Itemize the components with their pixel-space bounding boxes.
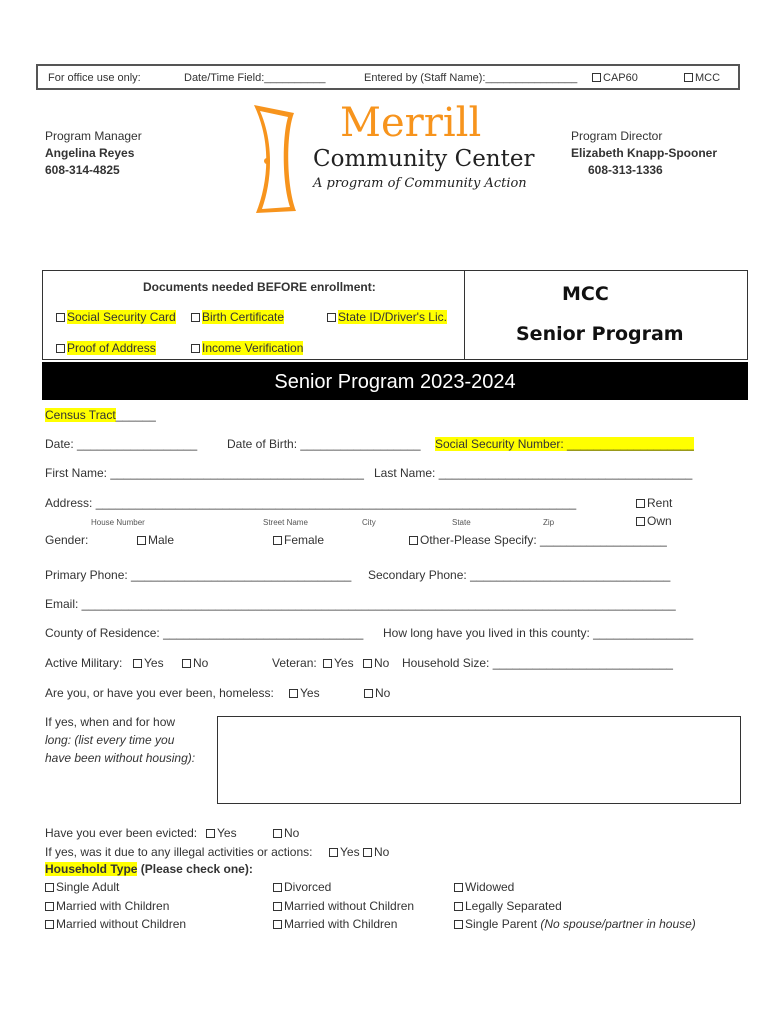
checkbox-icon[interactable] bbox=[45, 883, 54, 892]
checkbox-icon[interactable] bbox=[206, 829, 215, 838]
date-field[interactable]: Date: __________________ bbox=[45, 437, 198, 451]
homeless-question: Are you, or have you ever been, homeless: bbox=[45, 686, 274, 700]
checkbox-icon[interactable] bbox=[191, 313, 200, 322]
veteran-yes[interactable]: Yes bbox=[323, 656, 354, 670]
census-tract-field[interactable]: Census Tract______ bbox=[45, 408, 156, 422]
checkbox-icon[interactable] bbox=[454, 883, 463, 892]
illegal-yes[interactable]: Yes bbox=[329, 845, 360, 859]
checkbox-icon[interactable] bbox=[56, 313, 65, 322]
how-long-field[interactable]: How long have you lived in this county: _______________ bbox=[383, 626, 694, 640]
mcc-option[interactable]: MCC bbox=[684, 72, 720, 84]
if-yes-line-3: have been without housing): bbox=[45, 751, 196, 765]
doc-item[interactable]: Social Security Card bbox=[56, 310, 176, 324]
primary-phone-field[interactable]: Primary Phone: _________________________________ bbox=[45, 568, 352, 582]
office-use-bar bbox=[36, 64, 740, 90]
household-size-field[interactable]: Household Size: ___________________________ bbox=[402, 656, 673, 670]
director-name: Elizabeth Knapp-Spooner bbox=[571, 146, 718, 160]
checkbox-icon[interactable] bbox=[273, 883, 282, 892]
cap60-option[interactable]: CAP60 bbox=[592, 72, 638, 84]
if-yes-line-2: long: (list every time you bbox=[45, 733, 175, 747]
household-type-option[interactable]: Married with Children bbox=[45, 899, 169, 913]
checkbox-icon[interactable] bbox=[329, 848, 338, 857]
homeless-no[interactable]: No bbox=[364, 686, 390, 700]
manager-title: Program Manager bbox=[45, 129, 142, 143]
logo-sub: Community Center bbox=[313, 146, 535, 172]
doc-item[interactable]: Birth Certificate bbox=[191, 310, 284, 324]
page-title: Senior Program 2023-2024 bbox=[42, 362, 748, 400]
military-label: Active Military: bbox=[45, 656, 123, 670]
first-name-field[interactable]: First Name: ______________________________________ bbox=[45, 466, 364, 480]
checkbox-icon[interactable] bbox=[363, 848, 372, 857]
illegal-no[interactable]: No bbox=[363, 845, 389, 859]
checkbox-icon[interactable] bbox=[592, 73, 601, 82]
if-yes-line-1: If yes, when and for how bbox=[45, 715, 176, 729]
checkbox-icon[interactable] bbox=[191, 344, 200, 353]
documents-box bbox=[42, 270, 748, 360]
doc-item[interactable]: Proof of Address bbox=[56, 341, 156, 355]
addr-part-label: Street Name bbox=[263, 518, 308, 527]
secondary-phone-field[interactable]: Secondary Phone: ______________________________ bbox=[368, 568, 671, 582]
doc-item[interactable]: Income Verification bbox=[191, 341, 303, 355]
ssn-field[interactable]: Social Security Number: ___________________ bbox=[435, 437, 694, 451]
checkbox-icon[interactable] bbox=[273, 536, 282, 545]
military-yes[interactable]: Yes bbox=[133, 656, 164, 670]
gender-label: Gender: bbox=[45, 533, 89, 547]
household-type-heading: Household Type (Please check one): bbox=[45, 862, 253, 876]
senior-program-title: Senior Program bbox=[516, 323, 684, 345]
last-name-field[interactable]: Last Name: ______________________________________ bbox=[374, 466, 693, 480]
other-gender-option[interactable]: Other-Please Specify: ___________________ bbox=[409, 533, 667, 547]
household-type-option[interactable]: Widowed bbox=[454, 880, 514, 894]
veteran-no[interactable]: No bbox=[363, 656, 389, 670]
household-type-option[interactable]: Married without Children bbox=[45, 917, 186, 931]
county-field[interactable]: County of Residence: ______________________________ bbox=[45, 626, 364, 640]
checkbox-icon[interactable] bbox=[454, 902, 463, 911]
checkbox-icon[interactable] bbox=[137, 536, 146, 545]
illegal-question: If yes, was it due to any illegal activities or actions: bbox=[45, 845, 313, 859]
checkbox-icon[interactable] bbox=[45, 902, 54, 911]
evicted-no[interactable]: No bbox=[273, 826, 299, 840]
doc-item[interactable]: State ID/Driver's Lic. bbox=[327, 310, 447, 324]
addr-part-label: House Number bbox=[91, 518, 145, 527]
checkbox-icon[interactable] bbox=[636, 517, 645, 526]
checkbox-icon[interactable] bbox=[133, 659, 142, 668]
household-type-option[interactable]: Single Adult bbox=[45, 880, 119, 894]
homeless-yes[interactable]: Yes bbox=[289, 686, 320, 700]
household-type-option[interactable]: Married without Children bbox=[273, 899, 414, 913]
evicted-question: Have you ever been evicted: bbox=[45, 826, 198, 840]
checkbox-icon[interactable] bbox=[364, 689, 373, 698]
manager-name: Angelina Reyes bbox=[45, 146, 135, 160]
director-phone: 608-313-1336 bbox=[588, 163, 663, 177]
military-no[interactable]: No bbox=[182, 656, 208, 670]
household-type-option[interactable]: Single Parent (No spouse/partner in house) bbox=[454, 917, 696, 931]
checkbox-icon[interactable] bbox=[56, 344, 65, 353]
addr-part-label: Zip bbox=[543, 518, 555, 527]
dob-field[interactable]: Date of Birth: __________________ bbox=[227, 437, 421, 451]
addr-part-label: City bbox=[362, 518, 376, 527]
manager-phone: 608-314-4825 bbox=[45, 163, 120, 177]
checkbox-icon[interactable] bbox=[273, 902, 282, 911]
logo-name: Merrill bbox=[340, 100, 482, 146]
mcc-title: MCC bbox=[562, 283, 609, 305]
checkbox-icon[interactable] bbox=[273, 829, 282, 838]
addr-part-label: State bbox=[452, 518, 471, 527]
housing-history-textarea[interactable] bbox=[217, 716, 741, 804]
email-field[interactable]: Email: _________________________________________________________________________________________ bbox=[45, 597, 676, 611]
male-option[interactable]: Male bbox=[137, 533, 174, 547]
checkbox-icon[interactable] bbox=[684, 73, 693, 82]
own-option[interactable]: Own bbox=[636, 514, 672, 528]
veteran-label: Veteran: bbox=[272, 656, 317, 670]
evicted-yes[interactable]: Yes bbox=[206, 826, 237, 840]
checkbox-icon[interactable] bbox=[363, 659, 372, 668]
female-option[interactable]: Female bbox=[273, 533, 324, 547]
director-title: Program Director bbox=[571, 129, 663, 143]
docs-heading: Documents needed BEFORE enrollment: bbox=[143, 280, 376, 294]
checkbox-icon[interactable] bbox=[45, 920, 54, 929]
household-type-option[interactable]: Legally Separated bbox=[454, 899, 562, 913]
address-field[interactable]: Address: ________________________________________________________________________ bbox=[45, 496, 577, 510]
checkbox-icon[interactable] bbox=[454, 920, 463, 929]
entered-by-field[interactable]: Entered by (Staff Name):_______________ bbox=[364, 72, 578, 84]
checkbox-icon[interactable] bbox=[273, 920, 282, 929]
office-use-label: For office use only: bbox=[48, 72, 141, 84]
rent-option[interactable]: Rent bbox=[636, 496, 672, 510]
datetime-field[interactable]: Date/Time Field:__________ bbox=[184, 72, 326, 84]
checkbox-icon[interactable] bbox=[289, 689, 298, 698]
household-type-option[interactable]: Married with Children bbox=[273, 917, 397, 931]
checkbox-icon[interactable] bbox=[323, 659, 332, 668]
checkbox-icon[interactable] bbox=[327, 313, 336, 322]
logo-tagline: A program of Community Action bbox=[313, 176, 527, 191]
logo-mark bbox=[246, 103, 306, 215]
checkbox-icon[interactable] bbox=[182, 659, 191, 668]
household-type-option[interactable]: Divorced bbox=[273, 880, 331, 894]
checkbox-icon[interactable] bbox=[636, 499, 645, 508]
checkbox-icon[interactable] bbox=[409, 536, 418, 545]
